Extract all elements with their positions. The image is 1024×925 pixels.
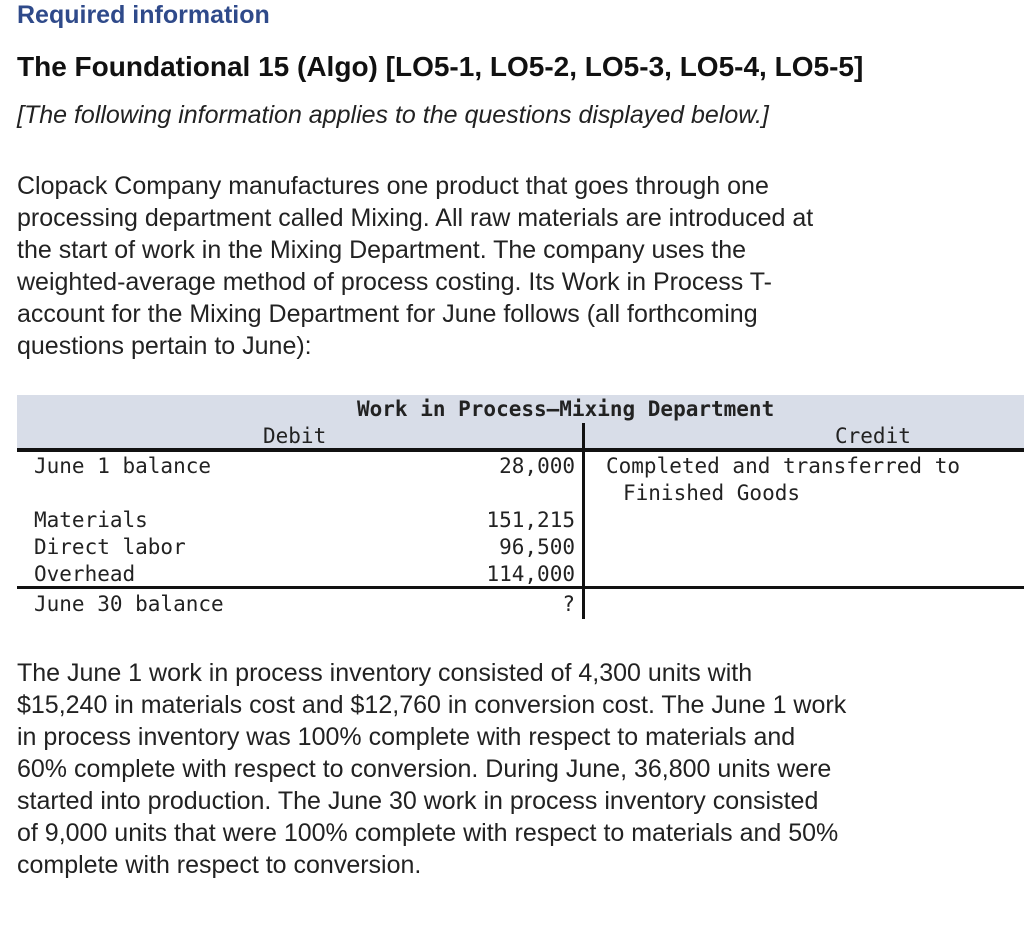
debit-row-label: Materials [34,508,148,532]
credit-entry-line: Finished Goods [623,481,801,505]
debit-row-label: June 1 balance [34,454,212,478]
intro-note: [The following information applies to the questions displayed below.] [17,101,769,129]
paragraph-line: started into production. The June 30 work in process inventory consisted [17,787,819,815]
paragraph-line: $15,240 in materials cost and $12,760 in conversion cost. The June 1 work [17,691,847,719]
paragraph-line: processing department called Mixing. All raw materials are introduced at [17,204,814,232]
paragraph-line: 60% complete with respect to conversion. During June, 36,800 units were [17,755,832,783]
t-account-vertical-rule [582,423,585,619]
t-account-horizontal-rule [17,448,1024,452]
credit-column-header: Credit [835,424,911,448]
debit-row-amount: 28,000 [499,454,575,478]
inventory-details-paragraph [17,657,957,881]
debit-row-amount: 96,500 [499,535,575,559]
t-account-total-rule [17,586,1024,589]
credit-entry-line: Completed and transferred to [606,454,961,478]
paragraph-line: weighted-average method of process costing. Its Work in Process T- [17,268,772,296]
paragraph-line: of 9,000 units that were 100% complete with respect to materials and 50% [17,819,839,847]
debit-row-label: Direct labor [34,535,186,559]
paragraph-line: complete with respect to conversion. [17,851,422,879]
paragraph-line: the start of work in the Mixing Department. The company uses the [17,236,747,264]
debit-row-label: Overhead [34,562,136,586]
company-description-paragraph [17,170,957,362]
page-title: The Foundational 15 (Algo) [LO5-1, LO5-2, LO5-3, LO5-4, LO5-5] [17,51,864,82]
paragraph-line: The June 1 work in process inventory consisted of 4,300 units with [17,659,753,687]
debit-row-amount: 151,215 [486,508,575,532]
paragraph-line: account for the Mixing Department for June follows (all forthcoming [17,300,758,328]
paragraph-line: questions pertain to June): [17,332,312,360]
paragraph-line: in process inventory was 100% complete with respect to materials and [17,723,796,751]
ending-balance-label: June 30 balance [34,592,224,616]
paragraph-line: Clopack Company manufactures one product that goes through one [17,172,769,200]
credit-entry [606,453,960,507]
work-in-process-t-account [17,395,1024,620]
required-information-heading: Required information [17,1,270,29]
problem-content [17,0,1007,362]
debit-column-header: Debit [263,424,327,448]
ending-balance-amount: ? [562,592,575,616]
debit-row-amount: 114,000 [486,562,575,586]
t-account-title: Work in Process—Mixing Department [357,397,775,421]
